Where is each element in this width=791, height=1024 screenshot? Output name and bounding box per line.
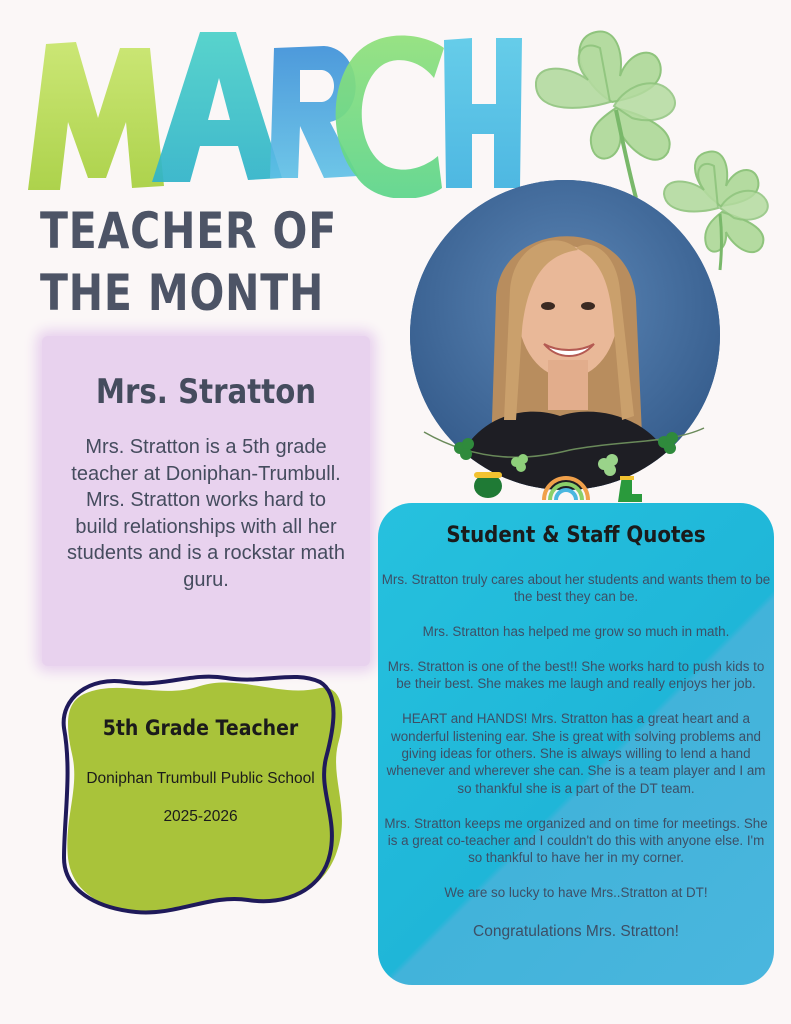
- title-line-2: THE MONTH: [40, 264, 325, 322]
- quote-list: [378, 571, 774, 919]
- quote-item: Mrs. Stratton is one of the best!! She works hard to push kids to be their best. She makes me laugh and really enjoys her job.: [387, 659, 765, 692]
- leprechaun-boot-icon: [618, 476, 642, 502]
- congratulations-text: Congratulations Mrs. Stratton!: [473, 923, 679, 940]
- rainbow-icon: [544, 478, 588, 500]
- school-year: 2025-2026: [163, 808, 238, 825]
- quotes-heading: Student & Staff Quotes: [446, 523, 706, 548]
- quote-item: Mrs. Stratton keeps me organized and on time for meetings. She is a great co-teacher and I couldn't do this with anyone else. I'm so thankful to have her in my corner.: [384, 815, 768, 866]
- page-title: [40, 200, 338, 324]
- title-line-1: TEACHER OF: [40, 202, 338, 260]
- quotes-panel: [378, 503, 774, 985]
- quote-item: Mrs. Stratton has helped me grow so much in math.: [422, 624, 730, 640]
- bio-panel: [42, 336, 370, 666]
- letter-a: [152, 32, 282, 182]
- shamrock-icon: [454, 432, 678, 476]
- quote-item: We are so lucky to have Mrs..Stratton at DT!: [444, 885, 708, 901]
- garland-decoration: [420, 424, 710, 510]
- role-title: 5th Grade Teacher: [102, 716, 299, 740]
- quote-item: HEART and HANDS! Mrs. Stratton has a great heart and a wonderful listening ear. She is great with solving problems and giving ideas for others. She is always willing to lend a hand whenever and wherever she can. She is a team player and I am so thankful she is a part of the DT team.: [386, 711, 766, 796]
- teacher-name: Mrs. Stratton: [95, 372, 317, 412]
- role-card: [58, 710, 343, 826]
- pot-of-gold-icon: [474, 472, 502, 498]
- letter-m: [28, 42, 164, 190]
- quote-item: Mrs. Stratton truly cares about her students and wants them to be the best they can be.: [381, 572, 771, 605]
- march-title-art: [24, 18, 524, 198]
- teacher-bio: Mrs. Stratton is a 5th grade teacher at Doniphan-Trumbull. Mrs. Stratton works hard to build relationships with all her students and is a rockstar math guru.: [67, 436, 345, 591]
- school-name: Doniphan Trumbull Public School: [86, 770, 315, 787]
